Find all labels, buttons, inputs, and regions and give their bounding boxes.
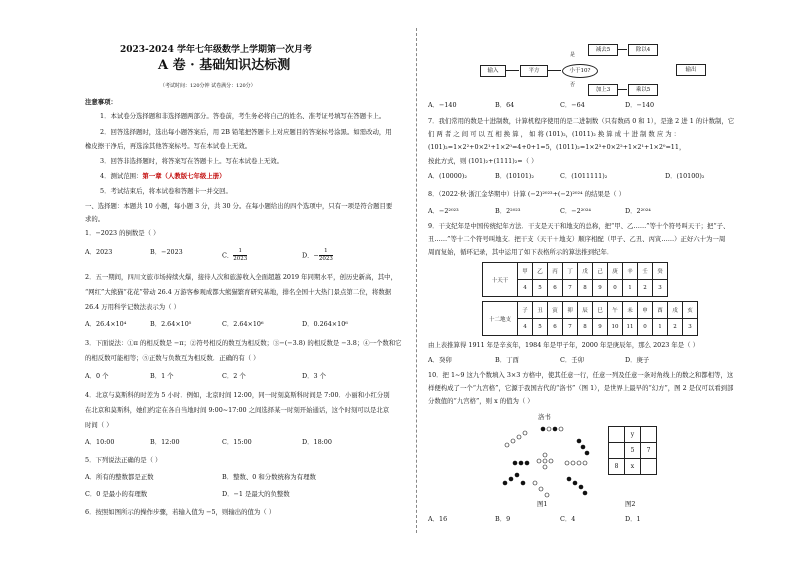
- q3-option-b: B．1 个: [150, 372, 174, 380]
- q4-option-b: B．12:00: [150, 438, 180, 446]
- dizhi-char: 卯: [563, 302, 578, 319]
- note-4-label: 4．测试范围：: [100, 172, 143, 180]
- column-divider: [416, 28, 417, 533]
- section1-line2: 求的。: [85, 215, 105, 223]
- q3-option-a: A．0 个: [85, 372, 109, 380]
- flow-yes-label: 是: [570, 52, 576, 58]
- q6-stem: 6．按照如图所示的操作步骤，若输入值为 −5，则输出的值为（ ）: [85, 508, 276, 516]
- dizhi-number: 7: [563, 319, 578, 336]
- dizhi-char: 酉: [653, 302, 668, 319]
- tiangan-number: 0: [608, 280, 623, 297]
- tiangan-number: 1: [623, 280, 638, 297]
- dizhi-char: 亥: [683, 302, 698, 319]
- dizhi-number: 1: [653, 319, 668, 336]
- right-column: [420, 0, 794, 562]
- notes-heading: 注意事项：: [85, 98, 117, 106]
- flow-mul5-box: 乘以5: [628, 84, 658, 96]
- q2-line3: 26.4 万用科学记数法表示为（ ）: [85, 303, 180, 311]
- dizhi-number: 11: [623, 319, 638, 336]
- q10-option-d: D．1: [625, 515, 641, 523]
- note-5: 5．考试结束后，将本试卷和答题卡一并交回。: [100, 187, 232, 195]
- q1-stem: 1．−2023 的倒数是（ ）: [85, 229, 160, 237]
- q6-option-b: B．64: [495, 101, 515, 109]
- dizhi-char: 辰: [578, 302, 593, 319]
- q9-option-c: C．壬卯: [560, 356, 585, 364]
- grid-cell: [609, 443, 625, 459]
- grid-cell: 7: [641, 443, 657, 459]
- q9-option-d: D．庚子: [625, 356, 650, 364]
- note-4-range: 第一章（人教版七年级上册）: [142, 172, 226, 180]
- q8-option-d: D．2²⁰²⁴: [625, 207, 651, 215]
- tiangan-char: 壬: [638, 263, 653, 280]
- q3-line1: 3．下面说法：①π 的相反数是 −π；②符号相反的数互为相反数；③−(−3.8) 的相反数是 −3.8；④一个数和它: [85, 339, 402, 347]
- tiangan-number: 4: [518, 280, 533, 297]
- dizhi-label: 十二地支: [483, 302, 518, 336]
- q7-line2: 们 两 者 之 间 可 以 互 相 换 算 ， 如 将 (101)₂，(1011)₂ 换 算 成 十 进 制 数 应 为 ：: [428, 130, 681, 138]
- q6-option-a: A．−140: [428, 101, 457, 109]
- q8-option-b: B．2²⁰²³: [495, 207, 521, 215]
- flow-no-label: 否: [570, 82, 576, 88]
- flow-output-box: 输出: [676, 64, 706, 76]
- tiangan-table: [482, 262, 668, 297]
- grid-cell: x: [625, 459, 641, 475]
- q9-line1: 9．干支纪年是中国传统纪年方法．干支是天干和地支的总称，把“甲、乙……”等十个符号叫天干；把“子、: [428, 222, 730, 230]
- flow-arrow: [505, 70, 519, 71]
- fig2-caption: 图2: [625, 500, 636, 508]
- q4-option-c: C．15:00: [222, 438, 252, 446]
- dizhi-char: 午: [608, 302, 623, 319]
- dizhi-number: 9: [593, 319, 608, 336]
- q10-line1: 10．把 1~9 这九个数填入 3×3 方格中，使其任意一行，任意一列及任意一条对角线上的数之和都相等，这: [428, 371, 734, 379]
- q2-option-a: A．26.4×10⁴: [85, 320, 127, 328]
- q2-option-b: B．2.64×10⁵: [150, 320, 192, 328]
- q10-option-c: C．4: [560, 515, 576, 523]
- note-3: 3．回答非选择题时，将答案写在答题卡上。写在本试卷上无效。: [100, 157, 284, 165]
- fig1-caption: 图1: [537, 500, 548, 508]
- dizhi-table: [482, 301, 698, 336]
- exam-info: （考试时间：120分钟 试卷满分：120分）: [160, 83, 256, 89]
- q2-option-c: C．2.64×10⁶: [222, 320, 264, 328]
- q7-line4: 按此方式，则 (101)₂+(1111)₂=（ ）: [428, 157, 538, 165]
- tiangan-char: 甲: [518, 263, 533, 280]
- magic-square-grid: [608, 426, 657, 475]
- q7-option-b: B．(10101)₂: [495, 172, 534, 180]
- q1-option-b: B．−2023: [150, 248, 183, 256]
- q5-option-a: A．所有的整数都是正数: [85, 473, 154, 481]
- q7-option-a: A．(10000)₂: [428, 172, 467, 180]
- q4-line2: 在北京和莫斯科，她们约定在各自当地时间 9:00~17:00 之间选择某一时刻开始通话，这个时刻可以是北京: [85, 406, 390, 414]
- flow-sub5-box: 减去5: [588, 44, 618, 56]
- q8-stem: 8．（2022·秋·浙江金华期中）计算 (−2)²⁰²³+(−2)²⁰²⁴ 的结果是（ ）: [428, 190, 625, 198]
- q7-line1: 7．我们常用的数是十进制数，计算机程序使用的是二进制数（只有数码 0 和 1），是逢 2 进 1 的计数制，它: [428, 117, 735, 125]
- luoshu-figure: [495, 423, 595, 499]
- tiangan-char: 癸: [653, 263, 668, 280]
- q9-option-a: A．癸卯: [428, 356, 452, 364]
- tiangan-char: 庚: [608, 263, 623, 280]
- q5-option-b: B．整数、0 和分数统称为有理数: [222, 473, 316, 481]
- grid-cell: 5: [625, 443, 641, 459]
- tiangan-char: 己: [593, 263, 608, 280]
- q7-option-c: C．(1011111)₂: [560, 172, 608, 180]
- dizhi-char: 申: [638, 302, 653, 319]
- q4-option-a: A．10:00: [85, 438, 115, 446]
- q4-line1: 4．北京与莫斯科的时差为 5 小时．例如，北京时间 12:00，同一时刻莫斯科时间是 7:00．小丽和小红分别: [85, 391, 390, 399]
- dizhi-char: 子: [518, 302, 533, 319]
- q4-option-d: D．18:00: [302, 438, 332, 446]
- q3-option-c: C．2 个: [222, 372, 246, 380]
- flow-arrow: [617, 49, 627, 50]
- flow-input-box: 输入: [480, 65, 506, 77]
- dizhi-number: 3: [683, 319, 698, 336]
- q1-option-a: A．2023: [85, 248, 113, 256]
- q5-option-d: D．−1 是最大的负整数: [222, 490, 290, 498]
- dizhi-char: 寅: [548, 302, 563, 319]
- tiangan-label: 十天干: [483, 263, 518, 297]
- q7-option-d: D．(10100)₂: [665, 172, 705, 180]
- tiangan-number: 5: [533, 280, 548, 297]
- q5-option-c: C．0 是最小的有理数: [85, 490, 148, 498]
- tiangan-number: 2: [638, 280, 653, 297]
- q3-option-d: D．3 个: [302, 372, 327, 380]
- tiangan-char: 辛: [623, 263, 638, 280]
- dizhi-char: 未: [623, 302, 638, 319]
- note-2: 2．回答选择题时，选出每小题答案后，用 2B 铅笔把答题卡上对应题目的答案标号涂黑。如需改动，用: [100, 128, 392, 136]
- tiangan-char: 乙: [533, 263, 548, 280]
- q2-line2: “网红”大熊猫“花花”带动 26.4 万游客参观成都大熊猫繁育研究基地，排名全国十大热门景点第二位，将数据: [85, 288, 392, 296]
- q4-line3: 时间（ ）: [85, 421, 113, 429]
- q9-line2: 丑……”等十二个符号叫地支．把干支（天干＋地支）顺序相配（甲子、乙丑、丙寅……）正好六十为一周: [428, 235, 726, 243]
- q3-line2: 的相反数可能相等；⑤正数与负数互为相反数．正确的有（ ）: [85, 354, 260, 362]
- flow-add3-box: 加上3: [588, 84, 618, 96]
- tiangan-number: 6: [548, 280, 563, 297]
- q2-option-d: D．0.264×10⁶: [302, 320, 348, 328]
- tiangan-number: 3: [653, 280, 668, 297]
- grid-cell: y: [625, 427, 641, 443]
- q9-line3: 周而复始，循环记录，其中运用了如下表格所示的算法推到纪年．: [428, 248, 614, 256]
- note-4: [100, 172, 226, 180]
- q6-option-d: D．−140: [625, 101, 655, 109]
- tiangan-number: 7: [563, 280, 578, 297]
- dizhi-number: 0: [638, 319, 653, 336]
- note-1: 1．本试卷分选择题和非选择题两部分。答卷前，考生务必将自己的姓名、准考证号填写在答题卡上。: [100, 112, 386, 120]
- grid-cell: [609, 427, 625, 443]
- dizhi-number: 8: [578, 319, 593, 336]
- tiangan-number: 8: [578, 280, 593, 297]
- exam-title: 2023-2024 学年七年级数学上学期第一次月考: [120, 45, 312, 55]
- q10-option-a: A．16: [428, 515, 448, 523]
- grid-cell: [641, 459, 657, 475]
- q10-line3: 分数值的“九宫格”，则 x 的值为（ ）: [428, 397, 534, 405]
- q2-line1: 2．五一期间，四川文旅市场持续火爆，接待人次和旅游收入全面超越 2019 年同期水平，创历史新高，其中，: [85, 273, 397, 281]
- flow-arrow: [617, 89, 627, 90]
- q10-option-b: B．9: [495, 515, 511, 523]
- luoshu-title: 洛书: [538, 413, 551, 421]
- q1-option-c: C． $\frac{1}{2023}$: [222, 248, 248, 262]
- dizhi-char: 丑: [533, 302, 548, 319]
- q9-option-b: B．丁酉: [495, 356, 519, 364]
- tiangan-char: 戊: [578, 263, 593, 280]
- q5-stem: 5．下列说法正确的是（ ）: [85, 456, 162, 464]
- grid-cell: [641, 427, 657, 443]
- note-2-cont: 橡皮擦干净后，再选涂其他答案标号。写在本试卷上无效。: [85, 142, 252, 150]
- q8-option-c: C．−2²⁰²⁴: [560, 207, 591, 215]
- q9-line4: 由上表推算得 1911 年是辛亥年，1984 年是甲子年，2000 年是庚辰年，那么 2023 年是（ ）: [428, 341, 699, 349]
- grid-cell: 8: [609, 459, 625, 475]
- q1-option-d: D．− $\frac{1}{2023}$: [302, 248, 333, 262]
- tiangan-char: 丁: [563, 263, 578, 280]
- dizhi-number: 6: [548, 319, 563, 336]
- dizhi-number: 2: [668, 319, 683, 336]
- exam-subtitle: A 卷 · 基础知识达标测: [158, 58, 291, 73]
- q8-option-a: A．−2²⁰²³: [428, 207, 459, 215]
- q10-line2: 样便构成了一个“九宫格”，它源于我国古代的“洛书”（图 1），是世界上最早的“幻方”，图 2 是仅可以看到部: [428, 384, 734, 392]
- flow-square-box: 平方: [520, 65, 548, 77]
- dizhi-number: 4: [518, 319, 533, 336]
- tiangan-number: 9: [593, 280, 608, 297]
- dizhi-char: 戌: [668, 302, 683, 319]
- q7-line3: (101)₂=1×2²+0×2¹+1×2⁰=4+0+1=5，(1011)₂=1×2³+0×2²+1×2¹+1×2⁰=11，: [428, 143, 686, 151]
- dizhi-char: 巳: [593, 302, 608, 319]
- section1-line1: 一、选择题：本题共 10 小题，每小题 3 分，共 30 分。在每小题给出的四个选项中，只有一项是符合题目要: [85, 202, 393, 210]
- flow-div4-box: 除以4: [628, 44, 658, 56]
- dizhi-number: 10: [608, 319, 623, 336]
- dizhi-number: 5: [533, 319, 548, 336]
- flow-arrow: [547, 70, 561, 71]
- tiangan-char: 丙: [548, 263, 563, 280]
- q6-option-c: C．−64: [560, 101, 585, 109]
- flow-condition: 小于10?: [562, 64, 598, 78]
